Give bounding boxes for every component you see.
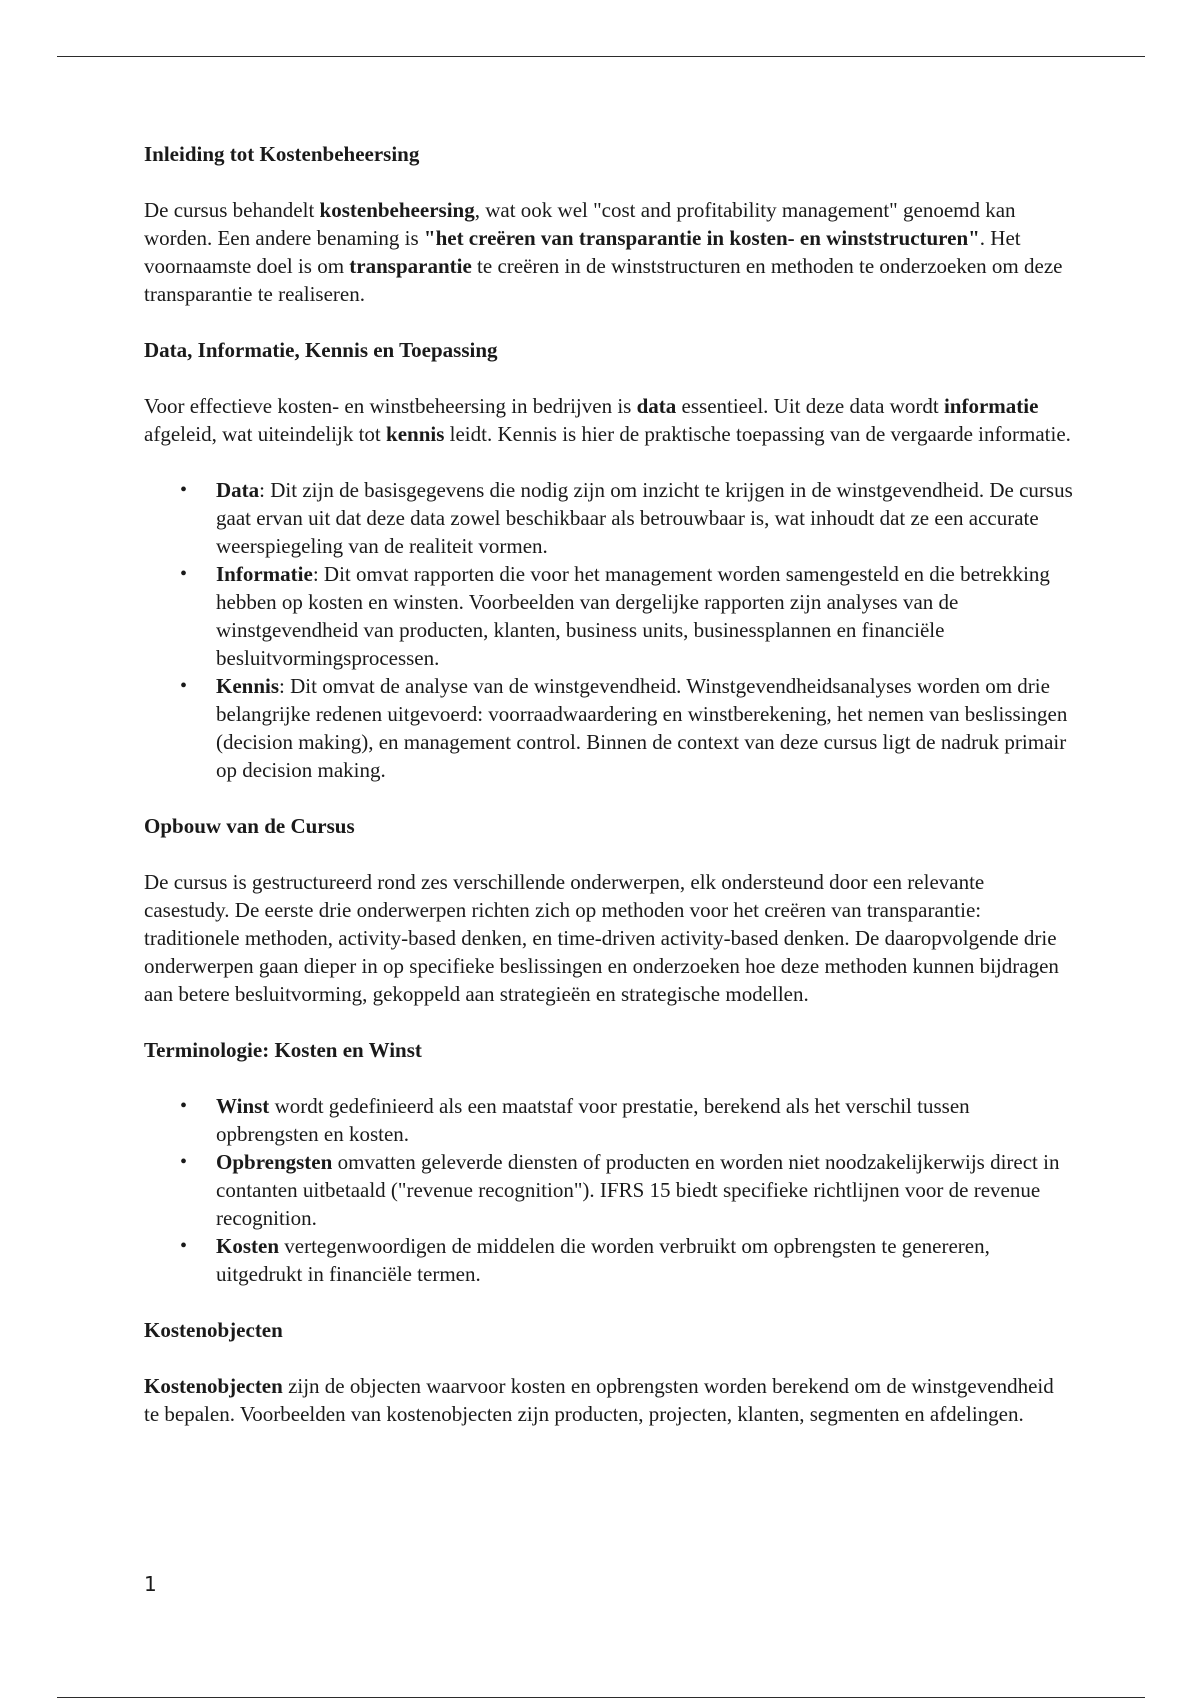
section-heading-opbouw: Opbouw van de Cursus bbox=[144, 814, 355, 838]
document-body bbox=[144, 140, 1074, 1456]
list-item-text: : Dit zijn de basisgegevens die nodig zijn om inzicht te krijgen in de winstgevendheid. De cursus gaat ervan uit dat deze data zowel beschikbaar als betrouwbaar is, wat inhoudt dat ze een accurate weerspiegeling van de realiteit vormen. bbox=[216, 478, 1073, 558]
bold-run: transparantie bbox=[349, 254, 472, 278]
text-run: , wat ook wel "cost and profitability management" genoemd kan worden. Een andere benaming is bbox=[144, 198, 1016, 250]
paragraph-kostenobjecten bbox=[144, 1372, 1074, 1428]
text-run: essentieel. Uit deze data wordt bbox=[676, 394, 944, 418]
list-item-text: wordt gedefinieerd als een maatstaf voor prestatie, berekend als het verschil tussen opbrengsten en kosten. bbox=[216, 1094, 970, 1146]
list-item bbox=[216, 1232, 1074, 1288]
paragraph-inleiding bbox=[144, 196, 1074, 308]
bold-run: kennis bbox=[386, 422, 445, 446]
list-item bbox=[216, 560, 1074, 672]
section-heading-terminologie: Terminologie: Kosten en Winst bbox=[144, 1038, 422, 1062]
text-run: . Het voornaamste doel is om bbox=[144, 226, 1021, 278]
list-item bbox=[216, 672, 1074, 784]
list-item-term: Opbrengsten bbox=[216, 1150, 333, 1174]
section-heading-inleiding: Inleiding tot Kostenbeheersing bbox=[144, 142, 420, 166]
text-run: zijn de objecten waarvoor kosten en opbrengsten worden berekend om de winstgevendheid te bepalen. Voorbeelden van kostenobjecten zijn producten, projecten, klanten, segmenten en afdelingen. bbox=[144, 1374, 1054, 1426]
paragraph-opbouw: De cursus is gestructureerd rond zes verschillende onderwerpen, elk ondersteund door een relevante casestudy. De eerste drie onderwerpen richten zich op methoden voor het creëren van transparantie: traditionele methoden, activity-based denken, en time-driven activity-based denken. De daaropvolgende drie onderwerpen gaan dieper in op specifieke beslissingen en onderzoeken hoe deze methoden kunnen bijdragen aan betere besluitvorming, gekoppeld aan strategieën en strategische modellen. bbox=[144, 870, 1059, 1006]
list-item-text: : Dit omvat rapporten die voor het management worden samengesteld en die betrekking hebben op kosten en winsten. Voorbeelden van dergelijke rapporten zijn analyses van de winstgevendheid van producten, klanten, business units, businessplannen en financiële besluitvormingsprocessen. bbox=[216, 562, 1050, 670]
list-item bbox=[216, 1092, 1074, 1148]
bullet-list-dikw bbox=[144, 476, 1074, 784]
list-item bbox=[216, 476, 1074, 560]
header-rule bbox=[57, 56, 1145, 57]
section-heading-kostenobjecten: Kostenobjecten bbox=[144, 1318, 283, 1342]
list-item-text: : Dit omvat de analyse van de winstgevendheid. Winstgevendheidsanalyses worden om drie belangrijke redenen uitgevoerd: voorraadwaardering en winstberekening, het nemen van beslissingen (decision making), en management control. Binnen de context van deze cursus ligt de nadruk primair op decision making. bbox=[216, 674, 1068, 782]
list-item-text: vertegenwoordigen de middelen die worden verbruikt om opbrengsten te genereren, uitgedrukt in financiële termen. bbox=[216, 1234, 990, 1286]
list-item-text: omvatten geleverde diensten of producten en worden niet noodzakelijkerwijs direct in contanten uitbetaald ("revenue recognition"). IFRS 15 biedt specifieke richtlijnen voor de revenue recognition. bbox=[216, 1150, 1060, 1230]
bold-run: "het creëren van transparantie in kosten- en winststructuren" bbox=[423, 226, 980, 250]
list-item bbox=[216, 1148, 1074, 1232]
list-item-term: Informatie bbox=[216, 562, 313, 586]
bullet-list-terminologie bbox=[144, 1092, 1074, 1288]
bold-run: informatie bbox=[943, 394, 1039, 418]
text-run: te creëren in de winststructuren en methoden te onderzoeken om deze transparantie te realiseren. bbox=[144, 254, 1063, 306]
text-run: afgeleid, wat uiteindelijk tot bbox=[144, 422, 387, 446]
footer-rule bbox=[57, 1697, 1145, 1698]
bold-run: Kostenobjecten bbox=[144, 1374, 283, 1398]
text-run: leidt. Kennis is hier de praktische toepassing van de vergaarde informatie. bbox=[444, 422, 1071, 446]
list-item-term: Kennis bbox=[216, 674, 280, 698]
paragraph-data-informatie bbox=[144, 392, 1074, 448]
page-number: 1 bbox=[144, 1572, 157, 1596]
list-item-term: Data bbox=[216, 478, 260, 502]
text-run: De cursus behandelt bbox=[144, 198, 320, 222]
list-item-term: Kosten bbox=[216, 1234, 279, 1258]
section-heading-data-informatie: Data, Informatie, Kennis en Toepassing bbox=[144, 338, 498, 362]
list-item-term: Winst bbox=[216, 1094, 270, 1118]
text-run: Voor effectieve kosten- en winstbeheersing in bedrijven is bbox=[144, 394, 637, 418]
bold-run: kostenbeheersing bbox=[319, 198, 475, 222]
bold-run: data bbox=[636, 394, 677, 418]
